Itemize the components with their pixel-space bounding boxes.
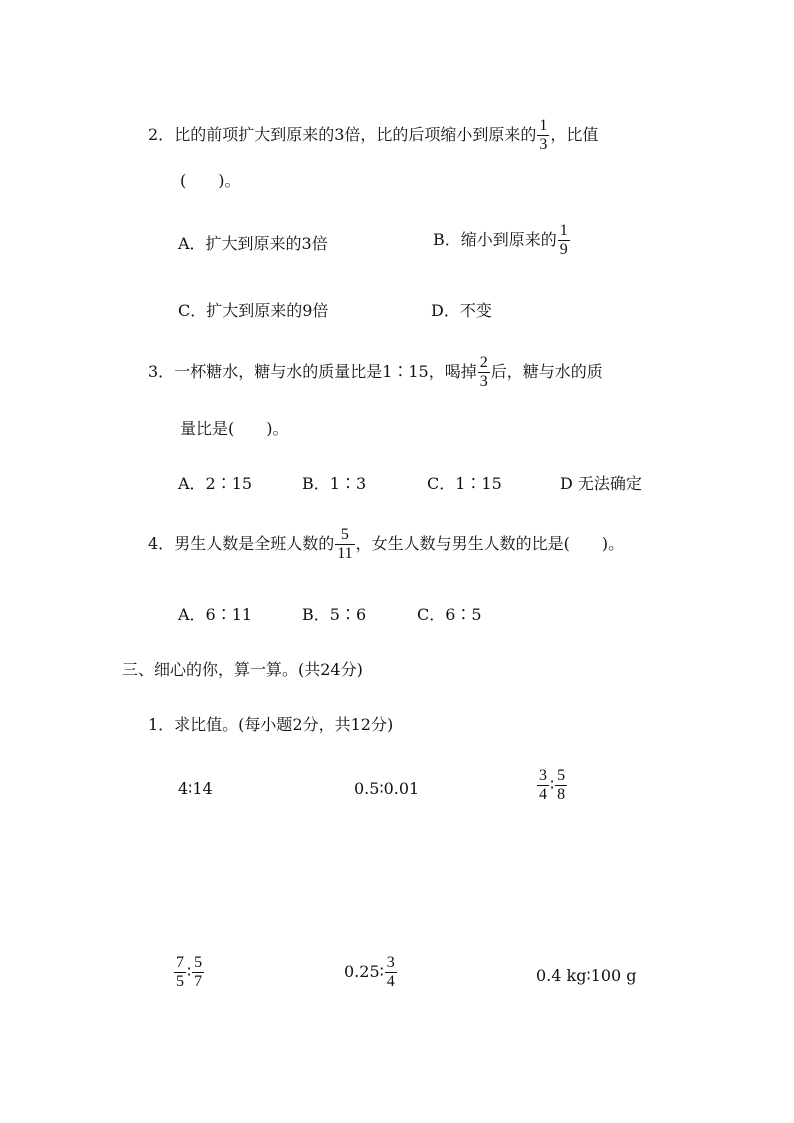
calc-item-4-fraction-b bbox=[192, 954, 204, 991]
calc-item-4-separator: ∶ bbox=[187, 962, 192, 981]
q4-stem-text-end: ，女生人数与男生人数的比是( )。 bbox=[355, 534, 625, 553]
q4-fraction bbox=[335, 526, 354, 563]
calc-item-2: 0.5∶0.01 bbox=[354, 779, 420, 798]
fraction-denominator: 8 bbox=[557, 786, 566, 803]
calc-item-3-fraction-b bbox=[555, 767, 567, 804]
q2-stem-text-end: ，比值 bbox=[550, 125, 599, 144]
q2-stem-line1 bbox=[148, 117, 598, 154]
section3-sub1: 1．求比值。(每小题2分，共12分) bbox=[148, 715, 394, 734]
q3-stem-text-end: 后，糖与水的质 bbox=[490, 362, 603, 381]
fraction-denominator: 3 bbox=[479, 373, 488, 390]
q2-stem-text: 比的前项扩大到原来的3倍，比的后项缩小到原来的 bbox=[174, 125, 537, 144]
q3-option-c: C．1∶15 bbox=[427, 474, 502, 493]
q3-fraction bbox=[478, 354, 490, 391]
fraction-numerator: 3 bbox=[539, 767, 547, 784]
q3-option-d: D 无法确定 bbox=[560, 474, 642, 493]
fraction-numerator: 3 bbox=[386, 954, 395, 971]
q2-option-c: C．扩大到原来的9倍 bbox=[178, 301, 329, 320]
fraction-numerator: 5 bbox=[557, 767, 566, 784]
calc-item-5 bbox=[344, 954, 398, 991]
q4-option-c: C．6∶5 bbox=[417, 605, 482, 624]
fraction-numerator: 5 bbox=[340, 526, 349, 543]
q2-option-a: A．扩大到原来的3倍 bbox=[178, 234, 328, 253]
fraction-denominator: 4 bbox=[539, 786, 547, 803]
q4-stem-text: 男生人数是全班人数的 bbox=[174, 534, 335, 553]
fraction-numerator: 5 bbox=[194, 954, 203, 971]
fraction-denominator: 7 bbox=[194, 973, 203, 990]
fraction-numerator: 1 bbox=[559, 222, 568, 239]
q2-option-b-text: B．缩小到原来的 bbox=[433, 230, 557, 249]
q2-fraction bbox=[537, 117, 549, 154]
q4-stem-line1 bbox=[148, 526, 624, 563]
q4-number: 4． bbox=[148, 534, 175, 553]
q2-number: 2． bbox=[148, 125, 175, 144]
calc-item-6: 0.4 kg∶100 g bbox=[536, 966, 637, 985]
calc-item-3 bbox=[536, 767, 568, 804]
q3-number: 3． bbox=[148, 362, 175, 381]
calc-item-5-text: 0.25∶ bbox=[344, 962, 384, 981]
q2-option-b-fraction bbox=[558, 222, 570, 259]
calc-item-5-fraction bbox=[385, 954, 397, 991]
q2-option-d: D．不变 bbox=[431, 301, 492, 320]
calc-item-3-fraction-a bbox=[537, 767, 549, 804]
fraction-denominator: 4 bbox=[386, 973, 395, 990]
fraction-numerator: 7 bbox=[176, 954, 184, 971]
q2-answer-blank: ( )。 bbox=[180, 171, 241, 190]
fraction-numerator: 2 bbox=[479, 354, 488, 371]
fraction-denominator: 11 bbox=[337, 545, 353, 562]
fraction-denominator: 5 bbox=[176, 973, 184, 990]
calc-item-3-separator: ∶ bbox=[550, 775, 555, 794]
calc-item-4 bbox=[173, 954, 205, 991]
q3-stem-line2: 量比是( )。 bbox=[180, 419, 289, 438]
calc-item-1: 4∶14 bbox=[178, 779, 213, 798]
q2-option-b bbox=[433, 222, 571, 259]
q3-option-b: B．1∶3 bbox=[302, 474, 367, 493]
q3-stem-line1 bbox=[148, 354, 603, 391]
section3-heading: 三、细心的你，算一算。(共24分) bbox=[122, 660, 363, 679]
fraction-denominator: 9 bbox=[559, 241, 568, 258]
q4-option-a: A．6∶11 bbox=[178, 605, 253, 624]
q3-option-a: A．2∶15 bbox=[178, 474, 253, 493]
fraction-denominator: 3 bbox=[539, 136, 548, 153]
q4-option-b: B．5∶6 bbox=[302, 605, 367, 624]
fraction-numerator: 1 bbox=[539, 117, 548, 134]
q3-stem-text: 一杯糖水，糖与水的质量比是1∶15，喝掉 bbox=[174, 362, 477, 381]
calc-item-4-fraction-a bbox=[174, 954, 186, 991]
